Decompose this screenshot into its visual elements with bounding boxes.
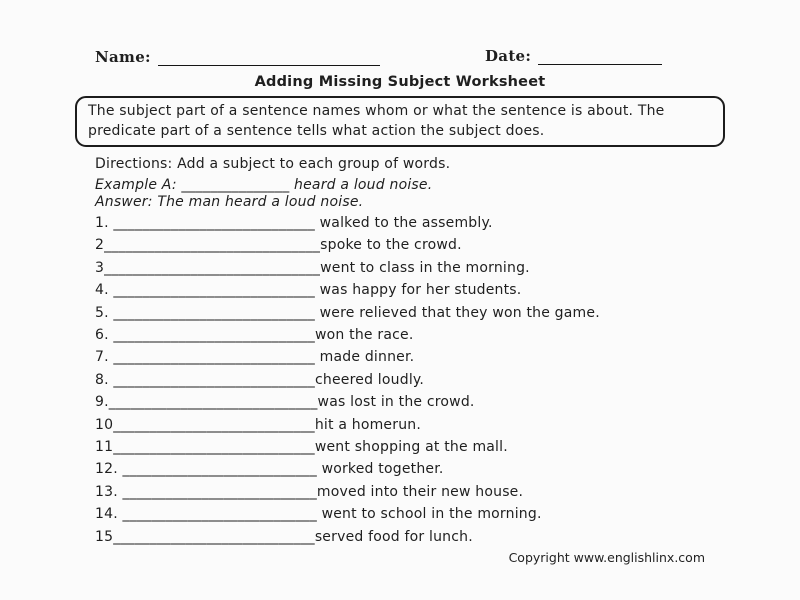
definition-text: The subject part of a sentence names whom or what the sentence is about. The predicate part of a sentence tells what action the subject does.: [88, 103, 665, 139]
worksheet-item-14: 14. ___________________________ went to school in the morning.: [95, 506, 542, 523]
copyright-notice: Copyright www.englishlinx.com: [508, 550, 705, 566]
date-underline: [538, 48, 662, 65]
date-field: [485, 47, 662, 65]
name-label: Name:: [95, 48, 151, 66]
worksheet-item-7: 7. ____________________________ made dinner.: [95, 349, 415, 366]
worksheet-item-2: 2______________________________spoke to the crowd.: [95, 237, 462, 254]
items-list: [95, 212, 725, 548]
name-underline: [158, 49, 380, 66]
answer-line: Answer: The man heard a loud noise.: [95, 194, 364, 210]
name-field: [95, 48, 380, 66]
worksheet-item-13: 13. ___________________________moved into their new house.: [95, 483, 524, 500]
worksheet-item-1: 1. ____________________________ walked to the assembly.: [95, 215, 493, 231]
worksheet-item-10: 10____________________________hit a homerun.: [95, 416, 421, 433]
worksheet-item-12: 12. ___________________________ worked together.: [95, 461, 444, 478]
worksheet-item-5: 5. ____________________________ were relieved that they won the game.: [95, 304, 600, 321]
worksheet-item-4: 4. ____________________________ was happy for her students.: [95, 282, 522, 299]
worksheet-item-8: 8. ____________________________cheered loudly.: [95, 371, 425, 388]
worksheet-item-15: 15____________________________served food for lunch.: [95, 528, 473, 545]
example-line: Example A: _______________ heard a loud noise.: [95, 177, 433, 193]
header-row: [75, 47, 725, 67]
worksheet-item-11: 11____________________________went shopping at the mall.: [95, 439, 508, 456]
directions-line: Directions: Add a subject to each group of words.: [95, 156, 451, 172]
date-label: Date:: [485, 47, 532, 65]
worksheet-item-9: 9._____________________________was lost in the crowd.: [95, 394, 475, 411]
worksheet-item-6: 6. ____________________________won the race.: [95, 327, 414, 344]
worksheet-title: Adding Missing Subject Worksheet: [254, 74, 546, 90]
definition-box: [75, 96, 725, 147]
worksheet-item-3: 3______________________________went to class in the morning.: [95, 259, 530, 276]
